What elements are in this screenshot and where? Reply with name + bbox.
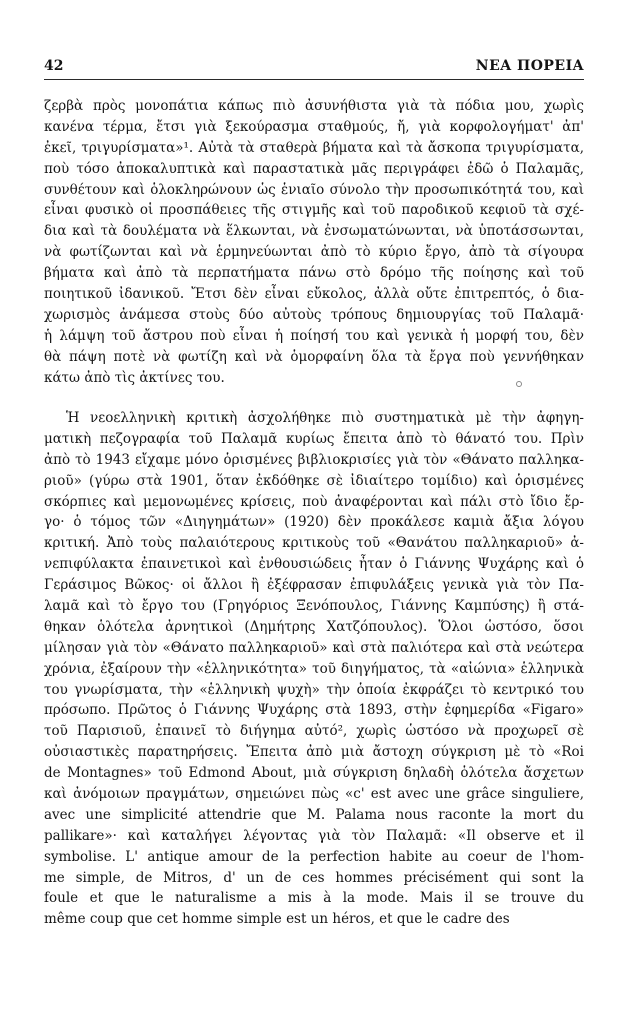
text-line: γο· ὁ τόμος τῶν «Διηγημάτων» (1920) δὲν προκάλεσε καμιὰ ἄξια λόγου [44, 514, 584, 531]
text-line: κανένα τέρμα, ἔτσι γιὰ ξεκούρασμα σταθμούς, ἤ, γιὰ κορφολογήματ' ἀπ' [44, 118, 584, 135]
text-line: ριοῦ» (γύρω στὰ 1901, ὅταν ἐκδόθηκε σὲ ἰδιαίτερο τομίδιο) καὶ ὁρισμένες [44, 472, 584, 489]
running-title: ΝΕΑ ΠΟΡΕΙΑ [475, 58, 584, 74]
page-header [44, 58, 584, 76]
text-line: ποὺ τόσο ἀποκαλυπτικὰ καὶ παραστατικὰ μᾶς περιγράφει ἐδῶ ὁ Παλαμᾶς, [44, 160, 584, 177]
text-line: συνθέτουν καὶ ὁλοκληρώνουν ὡς ἑνιαῖο σύνολο τὴν προσωπικότητά του, καὶ [44, 181, 584, 198]
text-line: symbolise. L' antique amour de la perfection habite au coeur de l'hom- [44, 848, 584, 865]
text-line: τοῦ Παρισιοῦ, ἐπαινεῖ τὸ διήγημα αὐτό², χωρὶς ὡστόσο νὰ προχωρεῖ σὲ [44, 723, 584, 740]
text-line: εἶναι φυσικὸ οἱ προσπάθειες τῆς στιγμῆς καὶ τοῦ παροδικοῦ κεφιοῦ τὰ σχέ- [44, 202, 584, 219]
text-line: δια καὶ τὰ δουλέματα νὰ ἕλκωνται, νὰ ἐνσωματώνωνται, νὰ ὑποτάσσωνται, [44, 223, 584, 240]
text-line: σκόρπιες καὶ μεμονωμένες κρίσεις, ποὺ ἀναφέρονται καὶ πάλι στὸ ἴδιο ἔρ- [44, 493, 584, 510]
text-line: βήματα καὶ ἀπὸ τὰ περπατήματα πάνω στὸ δρόμο τῆς ποίησης καὶ τοῦ [44, 265, 584, 282]
text-line: θὰ πάψη ποτὲ νὰ φωτίζη καὶ νὰ ὁμορφαίνη ὅλα τὰ ἔργα ποὺ γεννήθηκαν [44, 348, 584, 365]
text-line: pallikare»· καὶ καταλήγει λέγοντας γιὰ τὸν Παλαμᾶ: «Il observe et il [44, 827, 584, 844]
text-line: même coup que cet homme simple est un héros, et que le cadre des [44, 911, 510, 928]
text-line: νὰ φωτίζωνται καὶ νὰ ἑρμηνεύωνται ἀπὸ τὸ κύριο ἔργο, ἀπὸ τὰ σίγουρα [44, 244, 584, 261]
text-line: κάτω ἀπὸ τὶς ἀκτίνες του. [44, 369, 225, 386]
text-line: de Montagnes» τοῦ Edmond About, μιὰ σύγκριση δηλαδὴ ὁλότελα ἄσχετων [44, 765, 584, 782]
text-line: ζερβὰ πρὸς μονοπάτια κάπως πιὸ ἀσυνήθιστα γιὰ τὰ πόδια μου, χωρὶς [44, 98, 584, 114]
text-line: ματικὴ πεζογραφία τοῦ Παλαμᾶ κυρίως ἔπειτα ἀπὸ τὸ θάνατό του. Πρὶν [44, 430, 584, 447]
text-line: λαμᾶ καὶ τὸ ἔργο του (Γρηγόριος Ξενόπουλος, Γιάννης Καμπύσης) ἢ στά- [44, 598, 584, 615]
text-line: οὐσιαστικὲς παρατηρήσεις. Ἔπειτα ἀπὸ μιὰ ἄστοχη σύγκριση μὲ τὸ «Roi [44, 744, 584, 761]
text-line: χωρισμὸς ἀνάμεσα στοὺς δύο αὐτοὺς τρόπους δημιουργίας τοῦ Παλαμᾶ· [44, 306, 584, 323]
text-line: θηκαν ὁλότελα ἀρνητικοὶ (Δημήτρης Χατζόπουλος). Ὅλοι ὡστόσο, ὅσοι [44, 618, 584, 635]
text-line: ἐκεῖ, τριγυρίσματα»¹. Αὐτὰ τὰ σταθερὰ βήματα καὶ τὰ ἄσκοπα τριγυρίσματα, [44, 139, 584, 156]
text-line: νεπιφύλακτα ἐπαινετικοὶ καὶ ἐνθουσιώδεις ἦταν ὁ Γιάννης Ψυχάρης καὶ ὁ [44, 556, 584, 573]
text-line: avec une simplicité attendrie que M. Palama nous raconte la mort du [44, 806, 584, 823]
text-line: me simple, de Mitros, d' un de ces hommes précisément qui sont la [44, 869, 584, 886]
text-line: foule et que le naturalisme a mis à la mode. Mais il se trouve du [44, 890, 584, 907]
text-line: ἡ λάμψη τοῦ ἄστρου ποὺ εἶναι ἡ ποίησή του καὶ γενικὰ ἡ μορφή του, δὲν [44, 327, 584, 344]
text-line: καὶ ἀνόμοιων πραγμάτων, σημειώνει πὼς «c' est avec une grâce singuliere, [44, 786, 584, 803]
text-line: ποιητικοῦ ἰδανικοῦ. Ἔτσι δὲν εἶναι εὔκολος, ἀλλὰ οὔτε ἐπιτρεπτός, ὁ δια- [44, 286, 584, 303]
text-line: Ἡ νεοελληνικὴ κριτικὴ ἀσχολήθηκε πιὸ συστηματικὰ μὲ τὴν ἀφηγη- [66, 410, 584, 426]
text-line: χρόνια, ἐξαίρουν τὴν «ἑλληνικότητα» τοῦ διηγήματος, τὰ «αἰώνια» ἑλληνικὰ [44, 660, 584, 677]
paragraph-2 [44, 408, 584, 930]
text-line: πρόσωπο. Πρῶτος ὁ Γιάννης Ψυχάρης στὰ 1893, στὴν ἐφημερίδα «Figaro» [44, 702, 584, 719]
page-number: 42 [44, 58, 64, 74]
text-line: μίλησαν γιὰ τὸν «Θάνατο παλληκαριοῦ» καὶ στὰ παλιότερα καὶ στὰ νεώτερα [44, 639, 584, 656]
text-line: ἀπὸ τὸ 1943 εἴχαμε μόνο ὁρισμένες βιβλιοκρισίες γιὰ τὸν «Θάνατο παλληκα- [44, 451, 584, 468]
header-rule [44, 79, 584, 80]
ink-speck [516, 381, 522, 387]
text-line: του γνωρίσματα, τὴν «ἑλληνικὴ ψυχὴ» τὴν ὁποία ἐκφράζει τὸ κεντρικό του [44, 681, 584, 698]
paragraph-1 [44, 96, 584, 388]
text-line: κριτική. Ἀπὸ τοὺς παλαιότερους κριτικοὺς τοῦ «Θανάτου παλληκαριοῦ» ἀ- [44, 535, 584, 552]
text-line: Γεράσιμος Βῶκος· οἱ ἄλλοι ἢ ἐξέφρασαν ἐπιφυλάξεις γενικὰ γιὰ τὸν Πα- [44, 577, 584, 594]
